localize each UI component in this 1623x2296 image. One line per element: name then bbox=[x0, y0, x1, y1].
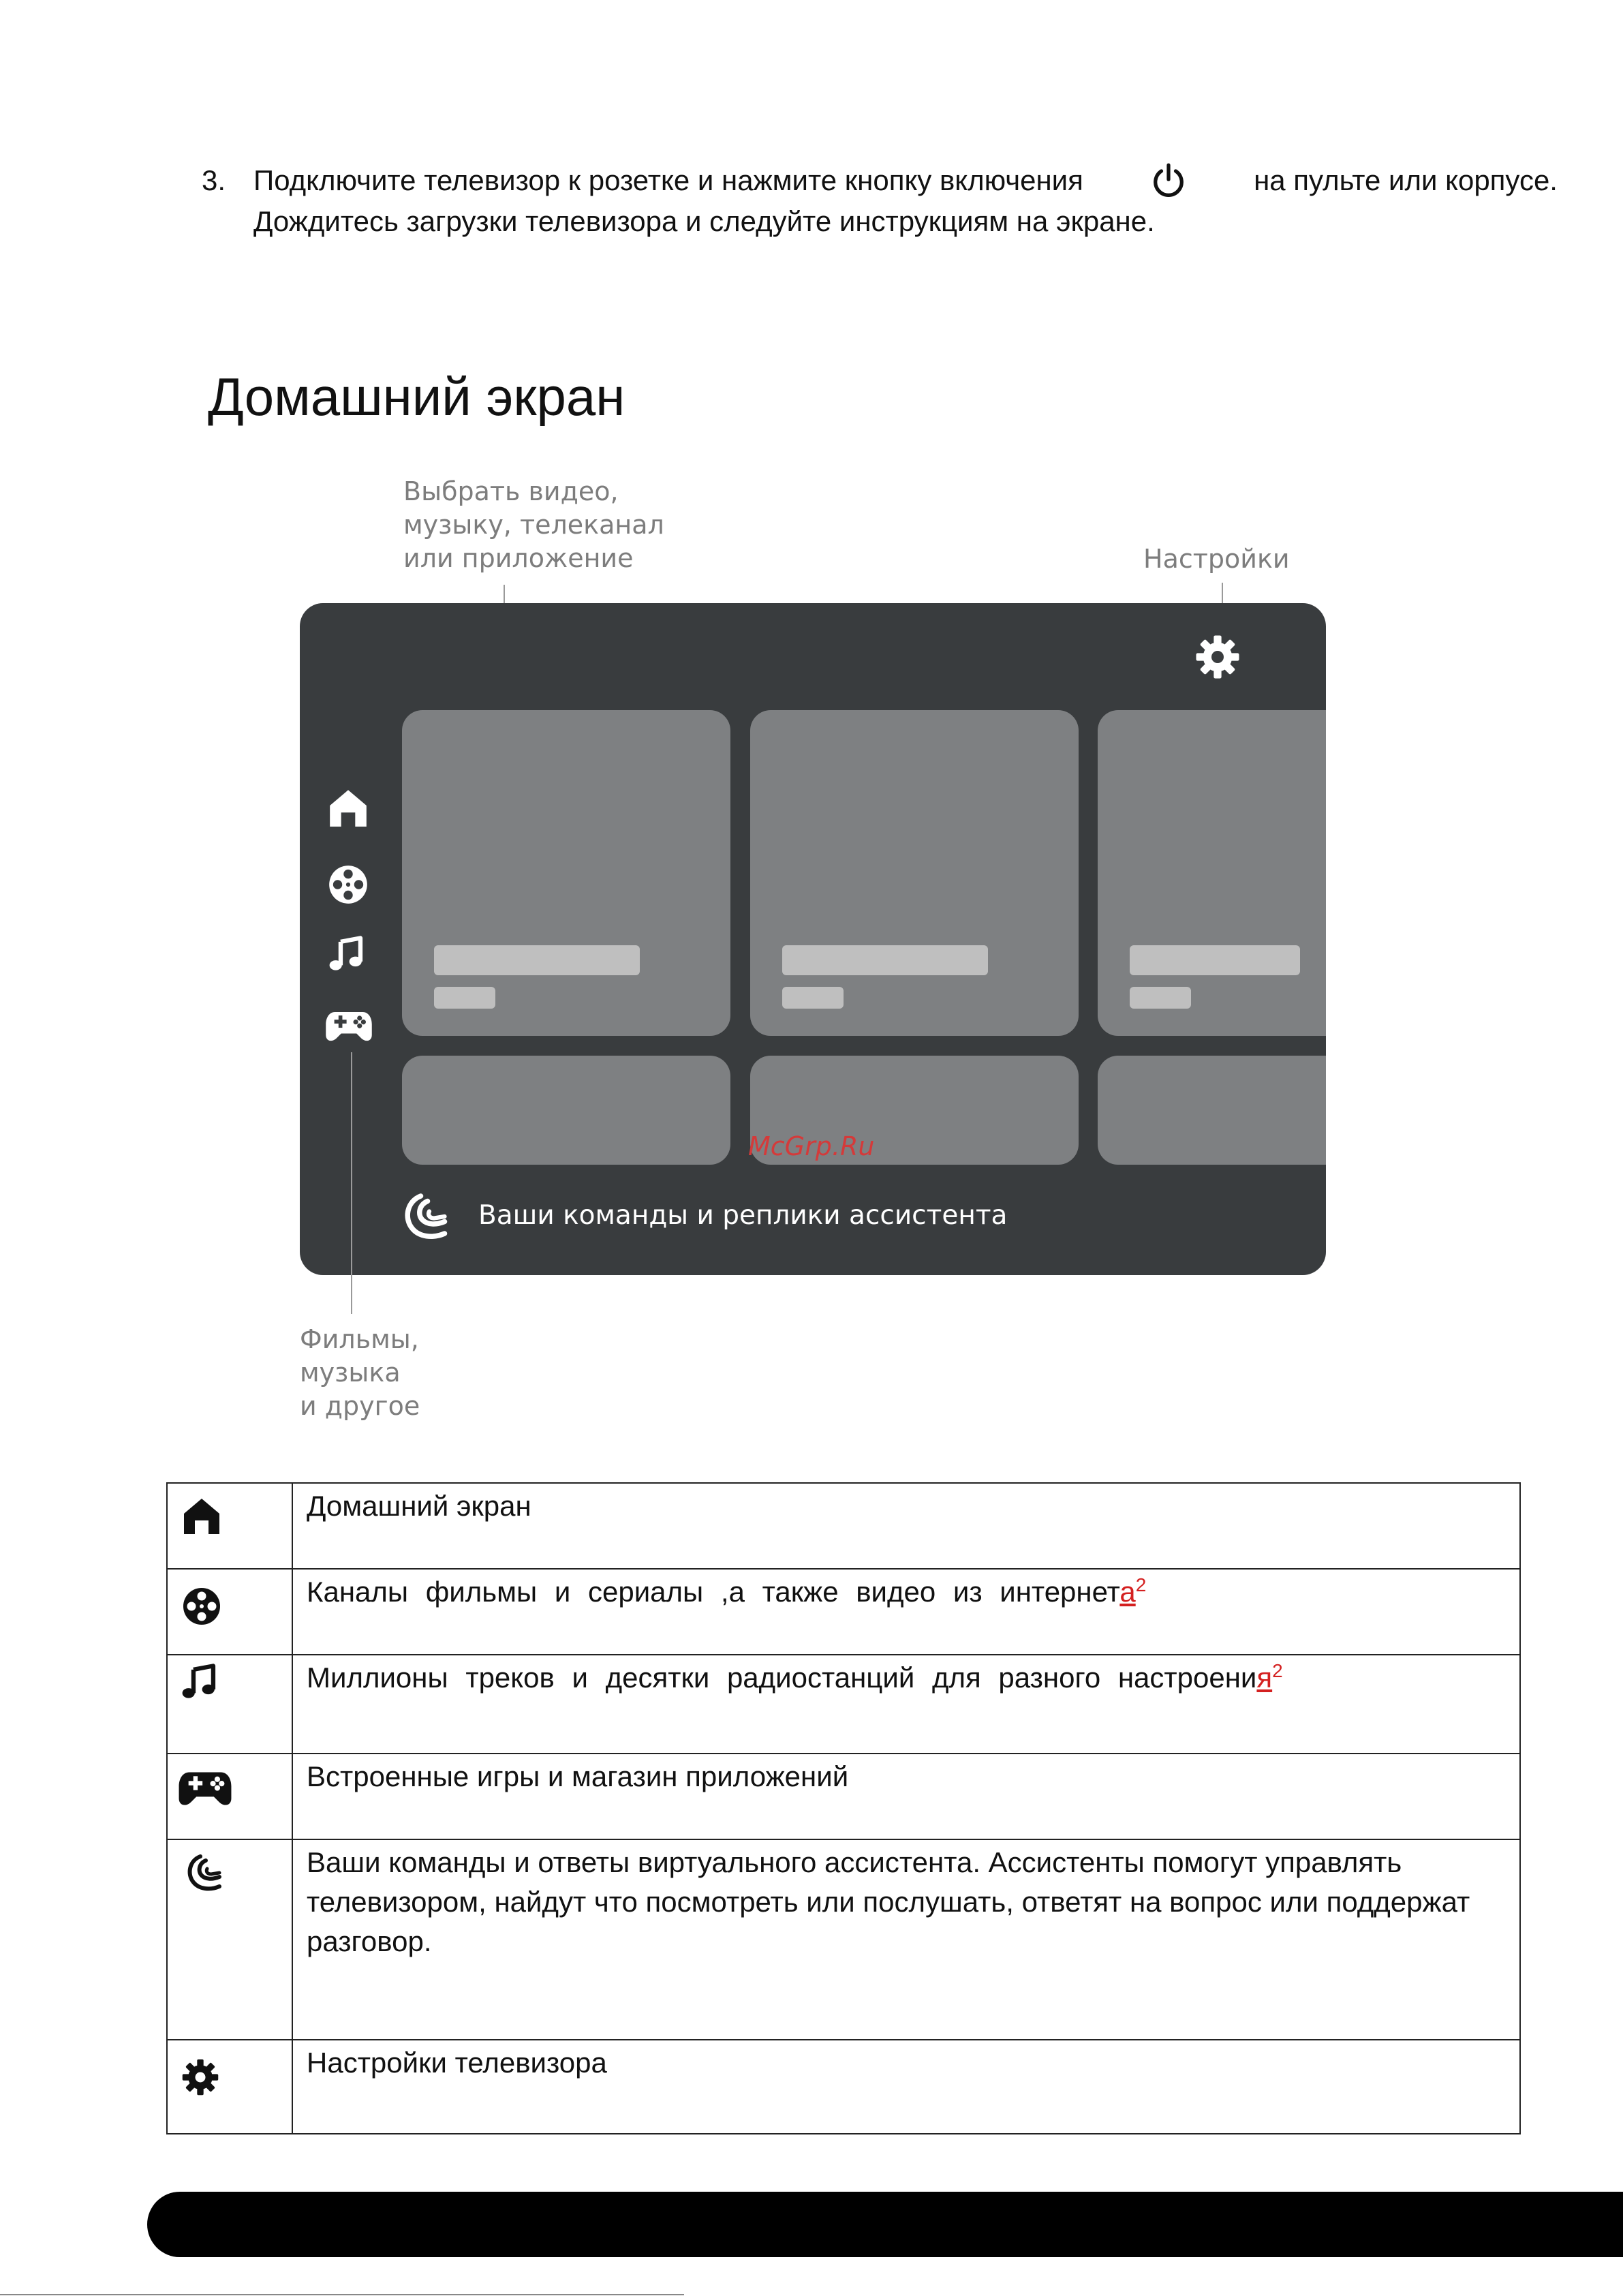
annotation-content-line: Выбрать видео, bbox=[403, 476, 619, 506]
home-icon[interactable] bbox=[326, 784, 371, 829]
subtitle-placeholder bbox=[1130, 987, 1191, 1009]
table-row bbox=[167, 2040, 1520, 2134]
tv-home-screen bbox=[300, 603, 1326, 1275]
content-tile-small[interactable] bbox=[402, 1056, 730, 1165]
table-row bbox=[167, 1839, 1520, 2040]
table-cell-text: Настройки телевизора bbox=[292, 2040, 1520, 2134]
content-tile[interactable] bbox=[1098, 710, 1326, 1036]
annotation-sections-leader bbox=[351, 1052, 352, 1314]
annotation-sections-line: Фильмы, bbox=[300, 1324, 419, 1354]
table-cell-text: Домашний экран bbox=[292, 1483, 1520, 1569]
gear-icon bbox=[180, 2057, 221, 2098]
footer-rule bbox=[0, 2294, 684, 2295]
table-cell-text: Миллионы треков и десятки радиостанций для разного настроения$^2$ bbox=[292, 1655, 1520, 1754]
annotation-sections bbox=[300, 1323, 420, 1423]
title-placeholder bbox=[434, 945, 640, 975]
annotation-settings: Настройки bbox=[1143, 544, 1290, 574]
annotation-sections-line: и другое bbox=[300, 1391, 420, 1421]
watermark: McGrp.Ru bbox=[748, 1131, 875, 1161]
table-row bbox=[167, 1569, 1520, 1655]
table-cell-text: Каналы фильмы и сериалы ,а также видео из интернета$^2$ bbox=[292, 1569, 1520, 1655]
footer-bar bbox=[147, 2192, 1623, 2257]
table-row bbox=[167, 1754, 1520, 1839]
gamepad-icon[interactable] bbox=[324, 1000, 373, 1049]
content-tile[interactable] bbox=[402, 710, 730, 1036]
power-icon bbox=[1149, 162, 1188, 200]
step-text-after: на пульте или корпусе. bbox=[1254, 164, 1558, 196]
annotation-content-line: музыку, телеканал bbox=[403, 510, 664, 540]
gamepad-icon bbox=[177, 1758, 233, 1814]
icon-legend-table bbox=[166, 1482, 1521, 2134]
title-placeholder bbox=[1130, 945, 1300, 975]
title-placeholder bbox=[782, 945, 988, 975]
annotation-content bbox=[403, 475, 664, 575]
assistant-icon[interactable] bbox=[395, 1189, 450, 1244]
assistant-text: Ваши команды и реплики ассистента bbox=[478, 1200, 1008, 1231]
step-line-2: Дождитесь загрузки телевизора и следуйте инструкциям на экране. bbox=[253, 205, 1155, 237]
home-icon bbox=[180, 1493, 223, 1537]
annotation-sections-line: музыка bbox=[300, 1358, 401, 1388]
film-reel-icon bbox=[180, 1585, 223, 1628]
music-note-icon[interactable] bbox=[327, 934, 367, 974]
music-note-icon bbox=[180, 1662, 219, 1702]
table-cell-text: Встроенные игры и магазин приложений bbox=[292, 1754, 1520, 1839]
subtitle-placeholder bbox=[782, 987, 844, 1009]
table-row bbox=[167, 1655, 1520, 1754]
annotation-content-line: или приложение bbox=[403, 543, 634, 573]
table-row bbox=[167, 1483, 1520, 1569]
step-line-1 bbox=[253, 161, 1558, 200]
film-reel-icon[interactable] bbox=[326, 862, 371, 907]
content-tile[interactable] bbox=[750, 710, 1079, 1036]
step-text-before: Подключите телевизор к розетке и нажмите кнопку включения bbox=[253, 164, 1083, 196]
table-cell-text: Ваши команды и ответы виртуального ассистента. Ассистенты помогут управлять телевизором, найдут что посмотреть или послушать, ответят на вопрос или поддержат разговор. bbox=[292, 1839, 1520, 2040]
subtitle-placeholder bbox=[434, 987, 495, 1009]
gear-icon[interactable] bbox=[1193, 632, 1242, 682]
page-title: Домашний экран bbox=[208, 367, 625, 427]
assistant-icon bbox=[180, 1851, 223, 1895]
content-tile-small[interactable] bbox=[1098, 1056, 1326, 1165]
step-number: 3. bbox=[202, 164, 226, 196]
